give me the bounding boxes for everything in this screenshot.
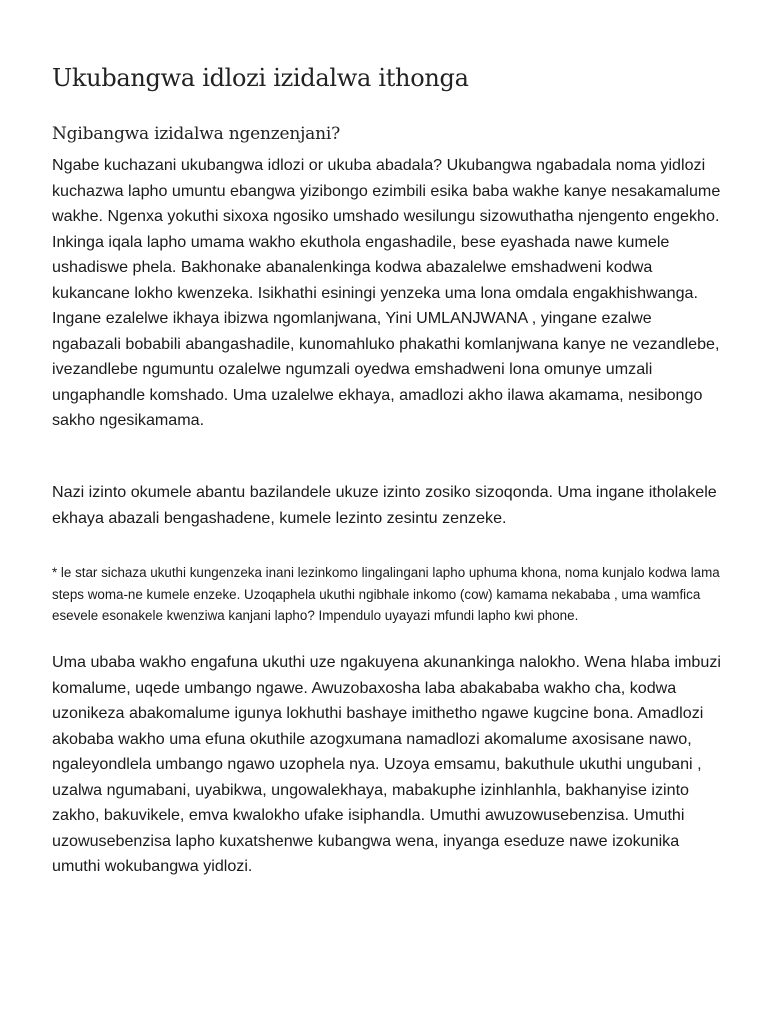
paragraph-steps: Nazi izinto okumele abantu bazilandele ukuze izinto zosiko sizoqonda. Uma ingane itholakele ekhaya abazali bengashadene, kumele lezinto zesintu zenzeke. bbox=[52, 483, 717, 527]
paragraph-intro: Ngabe kuchazani ukubangwa idlozi or ukuba abadala? Ukubangwa ngabadala noma yidlozi kuchazwa lapho umuntu ebangwa yizibongo ezimbili esika baba wakhe kanye nesakamalume wakhe. Ngenxa yokuthi sixoxa ngosiko umshado wesilungu sizowuthatha njengento engekho. Inkinga iqala lapho umama wakho ekuthola engashadile, bese eyashada nawe kumele ushadiswe phela. Bakhonake abanalenkinga kodwa abazalelwe emshadweni kodwa kukancane lokho kwenzeka. Isikhathi esiningi yenzeka uma lona omdala engakhishwanga. Ingane ezalelwe ikhaya ibizwa ngomlanjwana, Yini UMLANJWANA , yingane ezalwe ngabazali bobabili abangashadile, kunomahluko phakathi komlanjwana kanye ne vezandlebe, ivezandlebe ngumuntu ozalelwe ngumzali oyedwa emshadweni lona omunye umzali ungaphandle komshado. Uma uzalelwe ekhaya, amadlozi akho ilawa akamama, nesibongo sakho ngesikamama. bbox=[52, 156, 721, 429]
section-heading: Ngibangwa izidalwa ngenzenjani? bbox=[52, 124, 341, 144]
paragraph-father: Uma ubaba wakho engafuna ukuthi uze ngakuyena akunankinga nalokho. Wena hlaba imbuzi komalume, uqede umbango ngawe. Awuzobaxosha laba abakababa wakho cha, kodwa uzonikeza abakomalume igunya lokhuthi bashaye imithetho ngawe kugcine bona. Amadlozi akobaba wakho uma efuna okuthile azogxumana namadlozi akomalume axosisane nawo, ngaleyondlela umbango ngawo uzophela nya. Uzoya emsamu, bakuthule ukuthi ungubani , uzalwa ngumabani, uyabikwa, ungowalekhaya, mabakuphe izinhlanhla, bakhanyise izinto zakho, bakuvikele, emva kwalokho ufake isiphandla. Umuthi awuzowusebenzisa. Umuthi uzowusebenzisa lapho kuxatshenwe kubangwa wena, inyanga eseduze nawe izokunika umuthi wokubangwa yidlozi. bbox=[52, 653, 721, 875]
footnote-star: * le star sichaza ukuthi kungenzeka inani lezinkomo lingalingani lapho uphuma khona, noma kunjalo kodwa lama steps woma-ne kumele enzeke. Uzoqaphela ukuthi ngibhale inkomo (cow) kamama nekababa , uma wamfica esevele esonakele kwenziwa kanjani lapho? Impendulo uyayazi mfundi lapho kwi phone. bbox=[52, 565, 720, 624]
document-title: Ukubangwa idlozi izidalwa ithonga bbox=[52, 64, 469, 92]
